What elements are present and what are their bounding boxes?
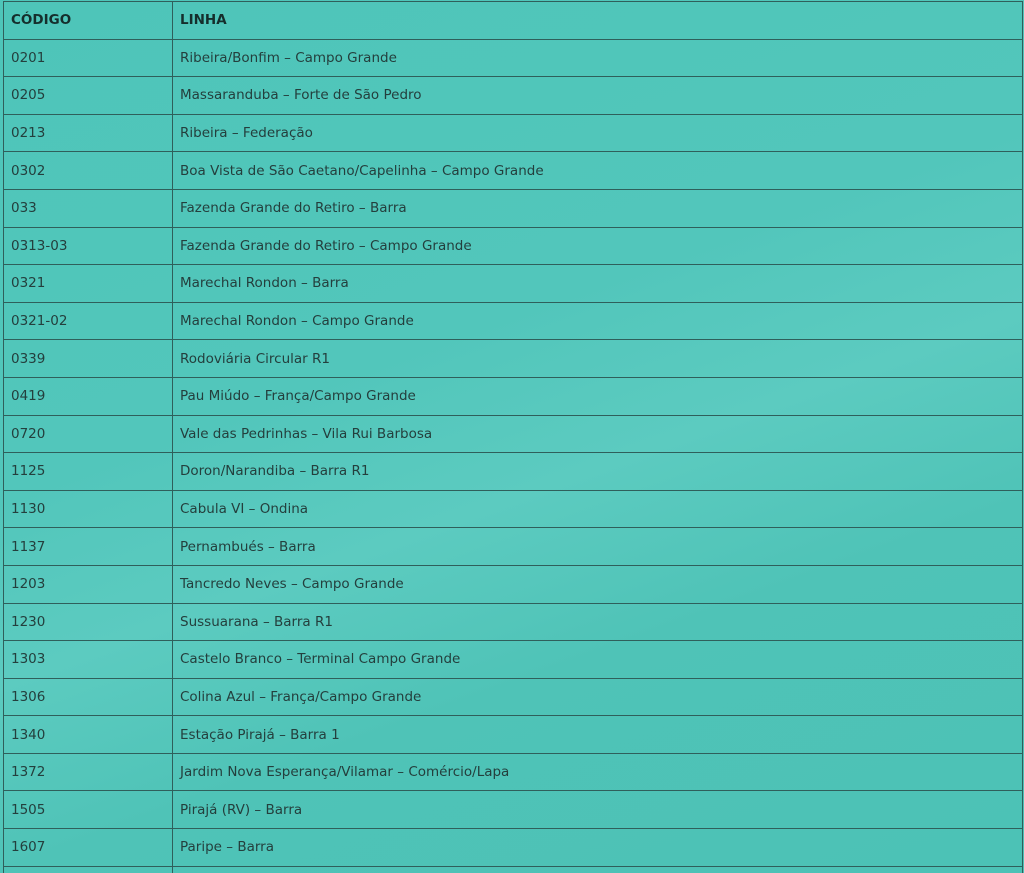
- cell-linha: Jardim Nova Esperança/Vilamar – Comércio/Lapa: [173, 753, 1023, 791]
- header-codigo: CÓDIGO: [4, 2, 173, 40]
- cell-linha: Estação Pirajá – Barra 1: [173, 716, 1023, 754]
- cell-codigo: 0339: [4, 340, 173, 378]
- table-row: [4, 791, 1023, 829]
- table-row: [4, 189, 1023, 227]
- table-row: [4, 114, 1023, 152]
- cell-linha: Ribeira/Bonfim – Campo Grande: [173, 39, 1023, 77]
- cell-linha: Marechal Rondon – Campo Grande: [173, 302, 1023, 340]
- cell-linha: [173, 866, 1023, 873]
- cell-linha: Pirajá (RV) – Barra: [173, 791, 1023, 829]
- cell-linha: Pernambués – Barra: [173, 528, 1023, 566]
- table-header-row: [4, 2, 1023, 40]
- cell-codigo: 0720: [4, 415, 173, 453]
- cell-codigo: 033: [4, 189, 173, 227]
- cell-linha: Vale das Pedrinhas – Vila Rui Barbosa: [173, 415, 1023, 453]
- cell-codigo: 1505: [4, 791, 173, 829]
- table-row: [4, 641, 1023, 679]
- table-row: [4, 716, 1023, 754]
- cell-codigo: 0321-02: [4, 302, 173, 340]
- cell-codigo: 0205: [4, 77, 173, 115]
- table-row: [4, 340, 1023, 378]
- cell-linha: Pau Miúdo – França/Campo Grande: [173, 377, 1023, 415]
- cell-linha: Fazenda Grande do Retiro – Barra: [173, 189, 1023, 227]
- cell-linha: Boa Vista de São Caetano/Capelinha – Campo Grande: [173, 152, 1023, 190]
- cell-linha: Tancredo Neves – Campo Grande: [173, 565, 1023, 603]
- cell-linha: Paripe – Barra: [173, 829, 1023, 867]
- table-row: [4, 678, 1023, 716]
- cell-codigo: 0321: [4, 265, 173, 303]
- table-row: [4, 829, 1023, 867]
- table-row: [4, 377, 1023, 415]
- cell-codigo: 1607: [4, 829, 173, 867]
- cell-codigo: 1306: [4, 678, 173, 716]
- cell-codigo: 1203: [4, 565, 173, 603]
- cell-codigo: 1130: [4, 490, 173, 528]
- cell-codigo: 1137: [4, 528, 173, 566]
- cell-codigo: [4, 866, 173, 873]
- table-row: [4, 302, 1023, 340]
- table-row: [4, 453, 1023, 491]
- cell-codigo: 0213: [4, 114, 173, 152]
- cell-codigo: 1372: [4, 753, 173, 791]
- cell-linha: Colina Azul – França/Campo Grande: [173, 678, 1023, 716]
- table-row: [4, 227, 1023, 265]
- cell-linha: Massaranduba – Forte de São Pedro: [173, 77, 1023, 115]
- cell-linha: Rodoviária Circular R1: [173, 340, 1023, 378]
- cell-linha: Cabula VI – Ondina: [173, 490, 1023, 528]
- cell-codigo: 0302: [4, 152, 173, 190]
- cell-codigo: 0201: [4, 39, 173, 77]
- cell-codigo: 1230: [4, 603, 173, 641]
- table-row: [4, 39, 1023, 77]
- table-row: [4, 866, 1023, 873]
- table-row: [4, 565, 1023, 603]
- header-linha: LINHA: [173, 2, 1023, 40]
- table-row: [4, 77, 1023, 115]
- table-row: [4, 528, 1023, 566]
- cell-codigo: 0419: [4, 377, 173, 415]
- cell-codigo: 1125: [4, 453, 173, 491]
- cell-codigo: 1340: [4, 716, 173, 754]
- table-row: [4, 152, 1023, 190]
- cell-codigo: 1303: [4, 641, 173, 679]
- table-row: [4, 265, 1023, 303]
- table-row: [4, 490, 1023, 528]
- cell-codigo: 0313-03: [4, 227, 173, 265]
- cell-linha: Castelo Branco – Terminal Campo Grande: [173, 641, 1023, 679]
- cell-linha: Fazenda Grande do Retiro – Campo Grande: [173, 227, 1023, 265]
- table-body: [4, 39, 1023, 873]
- cell-linha: Marechal Rondon – Barra: [173, 265, 1023, 303]
- table-row: [4, 603, 1023, 641]
- table-row: [4, 753, 1023, 791]
- cell-linha: Ribeira – Federação: [173, 114, 1023, 152]
- table-row: [4, 415, 1023, 453]
- cell-linha: Sussuarana – Barra R1: [173, 603, 1023, 641]
- bus-lines-table: [3, 1, 1023, 873]
- cell-linha: Doron/Narandiba – Barra R1: [173, 453, 1023, 491]
